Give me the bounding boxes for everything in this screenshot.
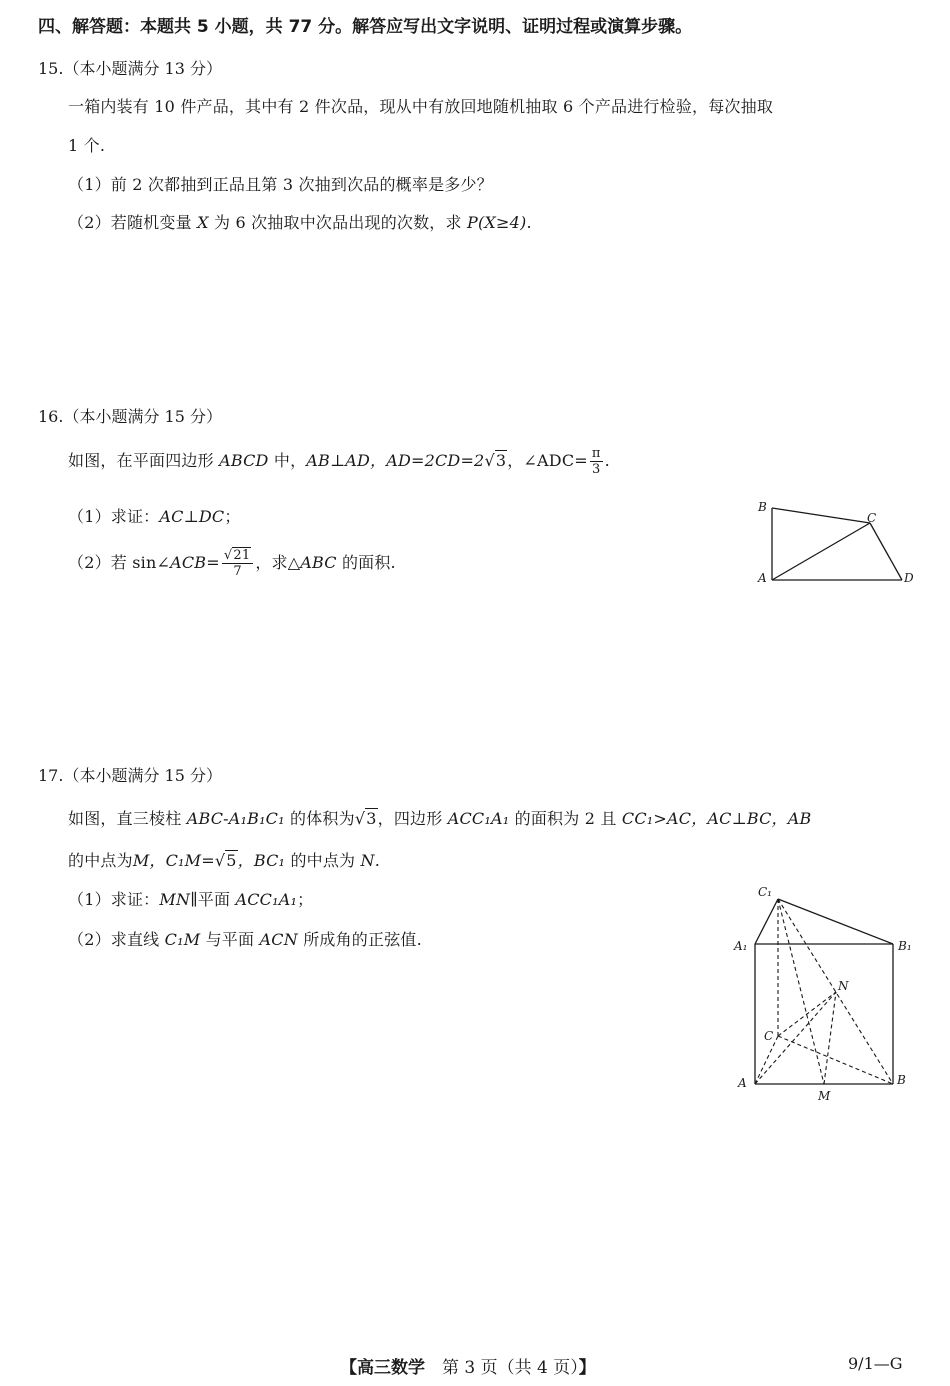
edge-a1c1 [755,899,778,944]
label-b1: B₁ [898,939,912,953]
label-c1: C₁ [758,885,772,899]
edge-c1b1 [778,899,893,944]
q15-header: 15.（本小题满分 13 分） [38,59,222,78]
edge-ac [772,523,870,580]
q15-line2: 1 个. [68,136,106,155]
q17-part1: （1）求证：MN∥平面 ACC₁A₁； [68,890,314,909]
label-a1: A₁ [734,939,748,953]
edge-cd [870,523,902,580]
label-m: M [818,1089,831,1103]
page-footer: 【高三数学 第 3 页（共 4 页）】 [340,1358,596,1378]
label-b: B [897,1073,906,1087]
segment-c1m [778,899,824,1084]
q16-part1: （1）求证：AC⊥DC； [68,507,241,526]
label-a: A [738,1076,747,1090]
angle-fraction: $\frac{\pi}{3}$ [591,446,601,477]
label-c: C [867,511,877,525]
label-n: N [838,979,849,993]
label-a: A [758,571,767,585]
q15-part2: （2）若随机变量 X 为 6 次抽取中次品出现的次数，求 P(X≥4). [68,213,532,232]
q15-part1: （1）前 2 次都抽到正品且第 3 次抽到次品的概率是多少？ [68,175,493,194]
label-d: D [904,571,914,585]
segment-cn [778,992,836,1036]
q17-line2: 的中点为M，C₁M=√5，BC₁ 的中点为 N. [68,851,381,870]
section-header: 四、解答题：本题共 5 小题，共 77 分。解答应写出文字说明、证明过程或演算步骤。 [38,17,693,37]
q16-header: 16.（本小题满分 15 分） [38,407,222,426]
quadrilateral-figure [750,496,925,592]
segment-mn [824,992,836,1084]
edge-cb [778,1036,893,1084]
sin-fraction: $\frac{√21}{7}$ [222,548,253,579]
edge-bc [772,508,870,523]
prism-figure [730,880,920,1105]
q15-line1: 一箱内装有 10 件产品，其中有 2 件次品，现从中有放回地随机抽取 6 个产品进行检验，每次抽取 [68,97,774,116]
q17-header: 17.（本小题满分 15 分） [38,766,222,785]
q16-given: 如图，在平面四边形 ABCD 中，AB⊥AD，AD=2CD=2√3，∠ADC= $\frac{\pi}{3}$ . [68,446,610,477]
label-c: C [764,1029,774,1043]
segment-c1b [778,899,893,1084]
q17-line1: 如图，直三棱柱 ABC-A₁B₁C₁ 的体积为√3，四边形 ACC₁A₁ 的面积为 2 且 CC₁>AC，AC⊥BC，AB [68,809,812,828]
paper-code: 9/1—G [848,1354,903,1373]
q16-part2: （2）若 sin∠ACB= $\frac{√21}{7}$ ，求△ABC 的面积. [68,548,396,579]
q17-part2: （2）求直线 C₁M 与平面 ACN 所成角的正弦值. [68,930,422,949]
edge-ac [755,1036,778,1084]
label-b: B [758,500,767,514]
